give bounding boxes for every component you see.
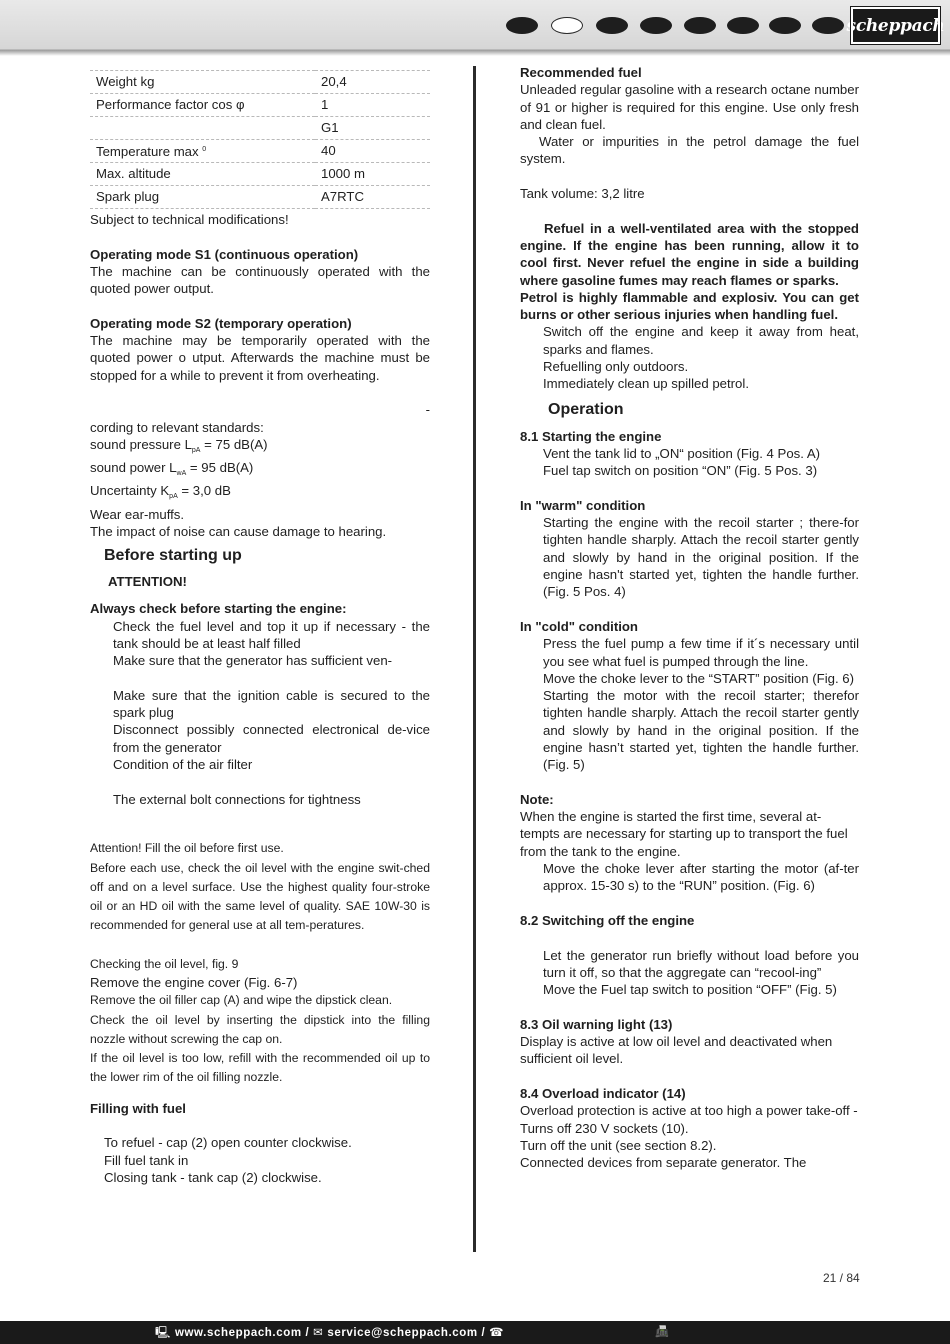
spec-label: Performance factor cos φ [90,94,315,117]
uncertainty [90,482,430,505]
before-starting-heading: Before starting up [104,547,242,565]
uncertainty-sub: pA [169,493,178,501]
uncertainty-label: Uncertainty K [90,483,170,499]
spec-table [90,70,430,209]
overload-text: Overload protection is active at too high a power take-off - Turns off 230 V sockets (10). [520,1103,858,1136]
cold-step: Press the fuel pump a few time if it´s necessary until you see what fuel is pumped through the line. [543,636,859,669]
page-dot [812,17,844,34]
warm-condition-title: In "warm" condition [520,497,646,513]
fill-step: To refuel - cap (2) open counter clockwise. [104,1135,352,1151]
note-choke: Move the choke lever after starting the motor (af-ter approx. 15-30 s) to the “RUN” position. (Fig. 6) [543,861,859,894]
spec-value: 1 [315,94,430,117]
s1-text: The machine can be continuously operated with the quoted power output. [90,263,430,297]
page-dot-active [551,17,583,34]
safety-item: Immediately clean up spilled petrol. [543,376,749,392]
fax-icon: 📠 [655,1326,669,1338]
check-item: Disconnect possibly connected electronical de-vice from the generator [113,722,430,755]
oil-remove-cover: Remove the engine cover (Fig. 6-7) [90,974,298,990]
always-check-title: Always check before starting the engine: [90,601,347,617]
page-number: 21 / 84 [823,1271,860,1285]
overload-text: Turn off the unit (see section 8.2). [520,1137,717,1153]
oil-attention: Attention! Fill the oil before first use. [90,841,284,856]
page-dot [596,17,628,34]
fuel-text: Unleaded regular gasoline with a research octane number of 91 or higher is required for this engine. Use only fresh and clean fuel. [520,82,859,132]
spec-value: G1 [315,117,430,140]
table-row [90,186,430,209]
noise-impact: The impact of noise can cause damage to hearing. [90,524,387,540]
fuel-water-note: Water or impurities in the petrol damage the fuel system. [520,134,859,167]
left-column [90,70,430,1186]
refuel-warning: Refuel in a well-ventilated area with the stopped engine. If the engine has been running, allow it to cool first. Never refuel the engine in side a building where gasoline fumes may reach flames or sparks. [520,220,859,288]
column-divider [473,66,476,1252]
page-dot [727,17,759,34]
table-row [90,140,430,163]
safety-item: Refuelling only outdoors. [543,359,689,375]
scheppach-logo: scheppach [851,7,940,44]
tank-volume: Tank volume: 3,2 litre [520,186,645,202]
table-row [90,163,430,186]
spec-label-sup: 0 [202,146,207,154]
spec-label: Weight kg [90,71,315,94]
section-8-3-title: 8.3 Oil warning light (13) [520,1016,673,1032]
oil-warning-text: Display is active at low oil level and deactivated when sufficient oil level. [520,1034,833,1067]
petrol-warning: Petrol is highly flammable and explosiv. You can get burns or other serious injuries when handling fuel. [520,289,859,323]
spec-value: A7RTC [315,186,430,209]
sound-power-value: = 95 dB(A) [186,460,254,476]
overload-text: Connected devices from separate generator. The [520,1155,807,1171]
footer-separator: / [301,1327,314,1339]
header-bar [0,0,950,50]
noise-dash: - [425,402,430,418]
oil-check-title: Checking the oil level, fig. 9 [90,956,239,971]
noise-standards: cording to relevant standards: [90,419,264,435]
website-link[interactable]: www.scheppach.com [174,1327,302,1339]
sound-pressure-sub: pA [191,446,201,454]
sound-pressure [90,436,430,459]
cold-step: Starting the motor with the recoil starter; therefor tighten handle sharply. Attach the recoil starter gently and slowly by hand in the original position. If the engine hasn’t started yet, tighten the handle further. (Fig. 5) [543,688,859,773]
table-row [90,94,430,117]
table-row [90,117,430,140]
section-8-2-title: 8.2 Switching off the engine [520,912,695,928]
header-shadow [0,50,950,56]
stop-step: Move the Fuel tap switch to position “OFF” (Fig. 5) [543,982,837,998]
email-link[interactable]: service@scheppach.com [327,1327,478,1339]
attention-label: ATTENTION! [108,574,187,590]
page-dot [506,17,538,34]
page-dot [640,17,672,34]
section-8-4-title: 8.4 Overload indicator (14) [520,1085,686,1101]
oil-text: Before each use, check the oil level with the engine swit-ched off and on a level surface. Use the highest quality four-stroke oil or an HD oil with the same level of quality. SAE 10W-30 is recommended for general use at all tem-peratures. [90,860,430,933]
sound-pressure-value: = 75 dB(A) [200,436,268,452]
spec-label: Spark plug [90,186,315,209]
oil-remove-cap: Remove the oil filler cap (A) and wipe the dipstick clean. [90,993,393,1008]
footer-bar [0,1321,950,1344]
note-title: Note: [520,791,554,807]
check-item: The external bolt connections for tightness [113,791,361,807]
s2-text: The machine may be temporarily operated with the quoted power o utput. Afterwards the machine must be stopped for a while to prevent it from overheating. [90,333,430,383]
check-item: Make sure that the ignition cable is secured to the spark plug [113,687,430,721]
oil-level-low: If the oil level is too low, refill with the recommended oil up to the lower rim of the oil filling nozzle. [90,1051,430,1085]
page-dot [684,17,716,34]
email-icon: ✉ [313,1327,324,1339]
sound-power-sub: wA [176,470,187,478]
s1-title: Operating mode S1 (continuous operation) [90,246,359,262]
footer-separator: / [477,1327,490,1339]
spec-value: 20,4 [315,71,430,94]
oil-insert-dipstick: Check the oil level by inserting the dipstick into the filling nozzle without screwing the cap on. [90,1012,430,1046]
spec-label-text: Temperature max [96,144,203,160]
uncertainty-value: = 3,0 dB [177,483,231,499]
sound-power-label: sound power L [90,460,177,476]
start-step: Fuel tap switch on position “ON” (Fig. 5 Pos. 3) [543,463,818,479]
computer-icon: 🖳 [155,1327,171,1339]
stop-step: Let the generator run briefly without load before you turn it off, so that the aggregate can “recool-ing” [543,947,859,980]
ear-muffs-note: Wear ear-muffs. [90,506,185,522]
sound-power [90,459,430,482]
cold-step: Move the choke lever to the “START” position (Fig. 6) [543,670,855,686]
cold-condition-title: In "cold" condition [520,618,638,634]
spec-label: Max. altitude [90,163,315,186]
warm-condition-text: Starting the engine with the recoil starter ; there-for tighten handle sharply. Attach the recoil starter gently and slowly by hand in the original position. If the engine hasn't started yet, tighten the handle further. (Fig. 5 Pos. 4) [543,515,859,600]
spec-label [90,140,315,163]
footer-contact [155,1325,508,1344]
spec-value: 40 [315,140,430,163]
filling-fuel-title: Filling with fuel [90,1100,186,1116]
check-item: Condition of the air filter [113,757,253,773]
spec-value: 1000 m [315,163,430,186]
sound-pressure-label: sound pressure L [90,436,192,452]
check-item: Make sure that the generator has sufficient ven- [113,653,393,669]
table-row [90,71,430,94]
phone-icon: ☎ [489,1327,505,1339]
page-dot [769,17,801,34]
safety-item: Switch off the engine and keep it away from heat, sparks and flames. [543,324,859,357]
section-8-1-title: 8.1 Starting the engine [520,428,662,444]
subject-note: Subject to technical modifications! [90,212,289,227]
fill-step: Closing tank - tank cap (2) clockwise. [104,1169,322,1185]
note-text: When the engine is started the first time, several at-tempts are necessary for starting up to transport the fuel from the tank to the engine. [520,809,848,859]
operation-heading: Operation [548,400,624,418]
s2-title: Operating mode S2 (temporary operation) [90,315,352,331]
recommended-fuel-title: Recommended fuel [520,65,642,80]
check-item: Check the fuel level and top it up if necessary - the tank should be at least half filled [113,618,430,651]
start-step: Vent the tank lid to „ON“ position (Fig. 4 Pos. A) [543,445,821,461]
fill-step: Fill fuel tank in [104,1152,189,1168]
right-column [520,64,859,1171]
spec-label [90,117,315,140]
